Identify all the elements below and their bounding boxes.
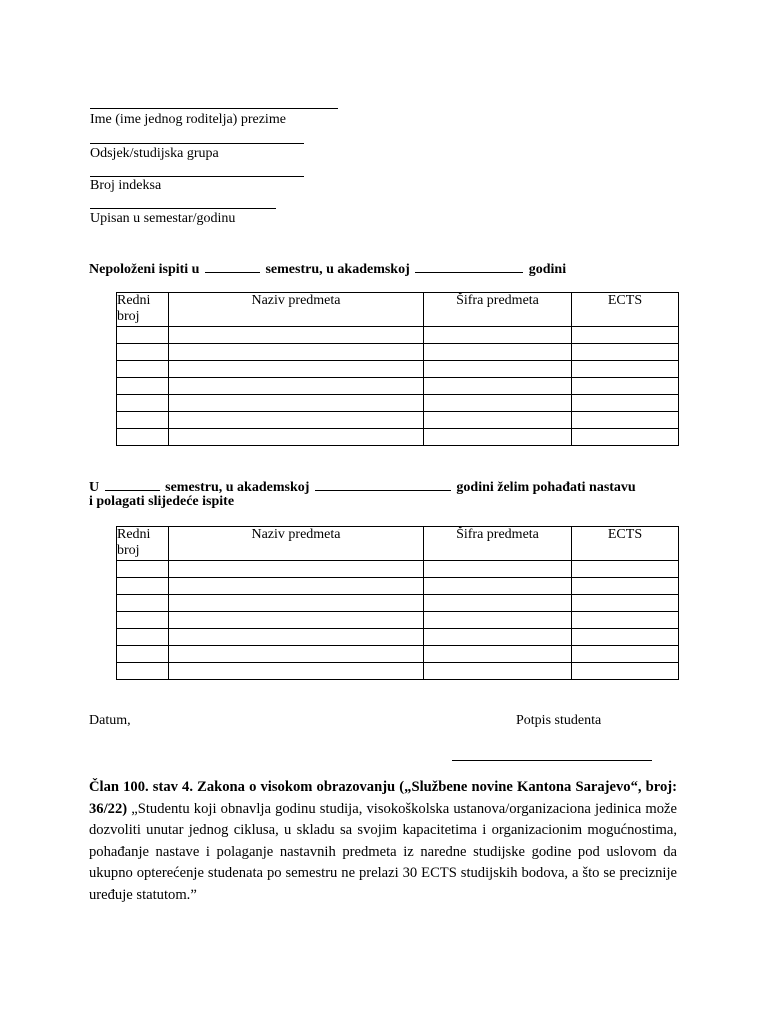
- legal-citation: Član 100. stav 4. Zakona o visokom obrazovanju („Službene novine Kantona Sarajevo“, broj: 36/22): [89, 779, 677, 817]
- table-row[interactable]: [117, 612, 679, 629]
- table-row[interactable]: [117, 663, 679, 680]
- section2-heading-c: godini želim pohađati nastavu: [456, 480, 636, 495]
- table-row[interactable]: [117, 561, 679, 578]
- section2-heading-b: semestru, u akademskoj: [165, 480, 310, 495]
- table-header-row: [117, 293, 679, 327]
- table-row[interactable]: [117, 429, 679, 446]
- legal-quote: „Studentu koji obnavlja godinu studija, visokoškolska ustanova/organizaciona jedinica može dozvoliti unutar jednog ciklusa, u skladu sa svojim kapacitetima i organizacionim mogućnostima, pohađanje nastave i polaganje nastavnih predmeta iz naredne studijske godine pod uslovom da ukupno opterećenje studenata po semestru ne prelazi 30 ECTS studijskih bodova, a što se preciznije uređuje statutom.”: [89, 800, 677, 903]
- col-redni-broj: Redni broj: [117, 293, 169, 327]
- name-field-line[interactable]: [90, 108, 338, 109]
- index-field-label: Broj indeksa: [90, 178, 162, 193]
- table-row[interactable]: [117, 344, 679, 361]
- department-field-label: Odsjek/studijska grupa: [90, 146, 219, 161]
- index-field-line[interactable]: [90, 176, 304, 177]
- col-redni-broj: Redni broj: [117, 527, 169, 561]
- failed-exams-table: [116, 292, 679, 446]
- table-row[interactable]: [117, 361, 679, 378]
- section1-heading-b: semestru, u akademskoj: [265, 262, 410, 277]
- col-ects: ECTS: [572, 527, 679, 561]
- enroll-exams-table: [116, 526, 679, 680]
- semester-field-label: Upisan u semestar/godinu: [90, 211, 236, 226]
- semester-field-line[interactable]: [90, 208, 276, 209]
- section1-heading-c: godini: [528, 262, 567, 277]
- section2-heading-a: U: [89, 480, 100, 495]
- table-row[interactable]: [117, 327, 679, 344]
- col-sifra-predmeta: Šifra predmeta: [424, 293, 572, 327]
- date-label: Datum,: [89, 713, 131, 728]
- section2-heading-line2: i polagati slijedeće ispite: [89, 494, 235, 509]
- section1-heading: [89, 260, 566, 278]
- table-row[interactable]: [117, 412, 679, 429]
- section2-year-blank[interactable]: [315, 478, 451, 491]
- table-row[interactable]: [117, 395, 679, 412]
- table-row[interactable]: [117, 595, 679, 612]
- col-naziv-predmeta: Naziv predmeta: [169, 293, 424, 327]
- col-naziv-predmeta: Naziv predmeta: [169, 527, 424, 561]
- legal-footnote: [89, 777, 677, 906]
- section1-heading-a: Nepoloženi ispiti u: [89, 262, 200, 277]
- signature-label: Potpis studenta: [516, 713, 602, 728]
- department-field-line[interactable]: [90, 143, 304, 144]
- table-row[interactable]: [117, 629, 679, 646]
- col-sifra-predmeta: Šifra predmeta: [424, 527, 572, 561]
- table-header-row: [117, 527, 679, 561]
- table-row[interactable]: [117, 646, 679, 663]
- table-row[interactable]: [117, 378, 679, 395]
- table-row[interactable]: [117, 578, 679, 595]
- col-ects: ECTS: [572, 293, 679, 327]
- name-field-label: Ime (ime jednog roditelja) prezime: [90, 112, 286, 127]
- section1-semester-blank[interactable]: [205, 260, 260, 273]
- signature-line[interactable]: [452, 760, 652, 761]
- section1-year-blank[interactable]: [415, 260, 523, 273]
- section2-semester-blank[interactable]: [105, 478, 160, 491]
